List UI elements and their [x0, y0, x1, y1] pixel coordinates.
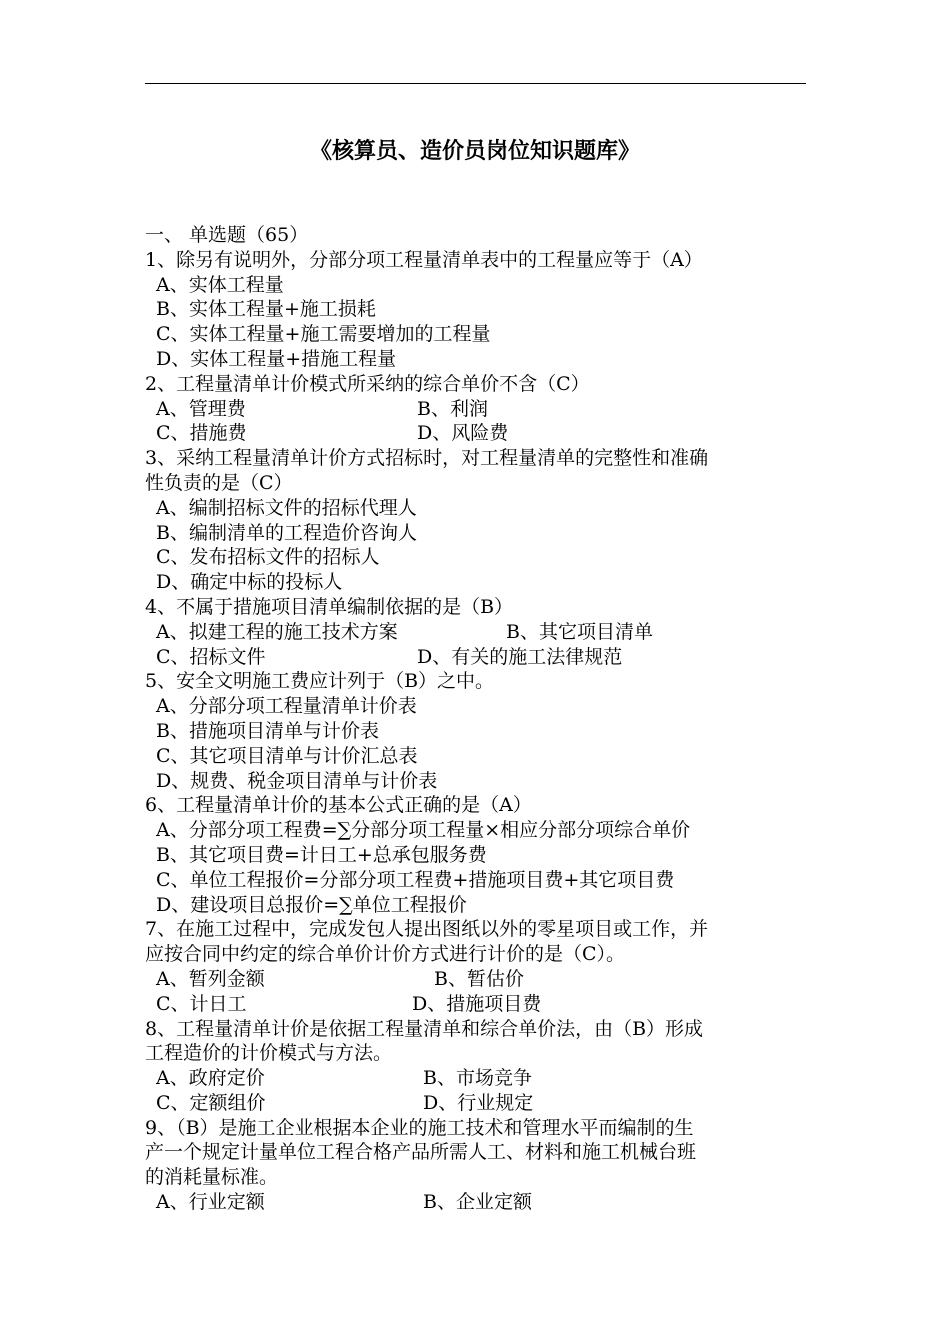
option-5d: D、规费、税金项目清单与计价表	[156, 769, 438, 792]
question-8-text-line2: 工程造价的计价模式与方法。	[145, 1042, 393, 1065]
option-3d: D、确定中标的投标人	[156, 571, 343, 594]
options-7-row2	[145, 992, 806, 1017]
question-5-text: 5、安全文明施工费应计列于（B）之中。	[145, 670, 495, 693]
option-9b: B、企业定额	[423, 1191, 532, 1214]
options-8-row2	[145, 1091, 806, 1116]
document-title: 《核算员、造价员岗位知识题库》	[309, 138, 640, 164]
option-2b: B、利润	[417, 397, 488, 420]
option-5a: A、分部分项工程量清单计价表	[156, 695, 417, 718]
option-5c: C、其它项目清单与计价汇总表	[156, 744, 418, 767]
question-4-text: 4、不属于措施项目清单编制依据的是（B）	[145, 595, 514, 618]
option-6a: A、分部分项工程费=∑分部分项工程量×相应分部分项综合单价	[156, 819, 691, 842]
option-3a: A、编制招标文件的招标代理人	[156, 496, 417, 519]
option-3c: C、发布招标文件的招标人	[156, 546, 380, 569]
option-4a: A、拟建工程的施工技术方案	[156, 620, 398, 643]
section-heading: 一、 单选题（65）	[145, 224, 309, 246]
options-4-row2	[145, 645, 806, 670]
options-4-row1	[145, 620, 806, 645]
options-8-row1	[145, 1066, 806, 1091]
option-2a: A、管理费	[156, 397, 246, 420]
option-5b: B、措施项目清单与计价表	[156, 719, 379, 742]
options-7-row1	[145, 967, 806, 992]
option-1d: D、实体工程量+措施工程量	[156, 347, 397, 370]
option-8b: B、市场竞争	[423, 1067, 532, 1090]
option-8d: D、行业规定	[423, 1091, 534, 1114]
question-7-text-line2: 应按合同中约定的综合单价计价方式进行计价的是（C）。	[145, 943, 626, 966]
options-2-row2	[145, 421, 806, 446]
options-2-row1	[145, 397, 806, 422]
option-4c: C、招标文件	[156, 645, 266, 668]
question-8-text-line1: 8、工程量清单计价是依据工程量清单和综合单价法，由（B）形成	[145, 1017, 704, 1040]
question-3-text-line2: 性负责的是（C）	[145, 471, 293, 494]
option-7a: A、暂列金额	[156, 967, 265, 990]
header-rule	[145, 83, 806, 84]
option-1c: C、实体工程量+施工需要增加的工程量	[156, 323, 491, 346]
question-3-text-line1: 3、采纳工程量清单计价方式招标时，对工程量清单的完整性和准确	[145, 447, 709, 470]
question-6-text: 6、工程量清单计价的基本公式正确的是（A）	[145, 794, 532, 817]
option-8a: A、政府定价	[156, 1067, 265, 1090]
option-1a: A、实体工程量	[156, 273, 284, 296]
options-9-row1	[145, 1190, 806, 1215]
question-list	[145, 223, 806, 1215]
question-7-text-line1: 7、在施工过程中，完成发包人提出图纸以外的零星项目或工作，并	[145, 918, 709, 941]
option-3b: B、编制清单的工程造价咨询人	[156, 521, 417, 544]
question-1-text: 1、除另有说明外，分部分项工程量清单表中的工程量应等于（A）	[145, 248, 703, 271]
question-2-text: 2、工程量清单计价模式所采纳的综合单价不含（C）	[145, 372, 590, 395]
question-9-text-line2: 产一个规定计量单位工程合格产品所需人工、材料和施工机械台班	[145, 1141, 697, 1164]
question-9-text-line1: 9、（B）是施工企业根据本企业的施工技术和管理水平而编制的生	[145, 1116, 694, 1139]
question-9-text-line3: 的消耗量标准。	[145, 1166, 279, 1189]
option-6c: C、单位工程报价=分部分项工程费+措施项目费+其它项目费	[156, 868, 675, 891]
option-6d: D、建设项目总报价=∑单位工程报价	[156, 893, 467, 916]
option-2c: C、措施费	[156, 422, 247, 445]
option-4b: B、其它项目清单	[506, 620, 653, 643]
option-1b: B、实体工程量+施工损耗	[156, 298, 376, 321]
option-2d: D、风险费	[417, 422, 509, 445]
option-7d: D、措施项目费	[412, 992, 542, 1015]
option-8c: C、定额组价	[156, 1091, 266, 1114]
option-6b: B、其它项目费=计日工+总承包服务费	[156, 843, 487, 866]
option-7b: B、暂估价	[434, 967, 524, 990]
option-4d: D、有关的施工法律规范	[417, 645, 623, 668]
option-7c: C、计日工	[156, 992, 247, 1015]
option-9a: A、行业定额	[156, 1191, 265, 1214]
